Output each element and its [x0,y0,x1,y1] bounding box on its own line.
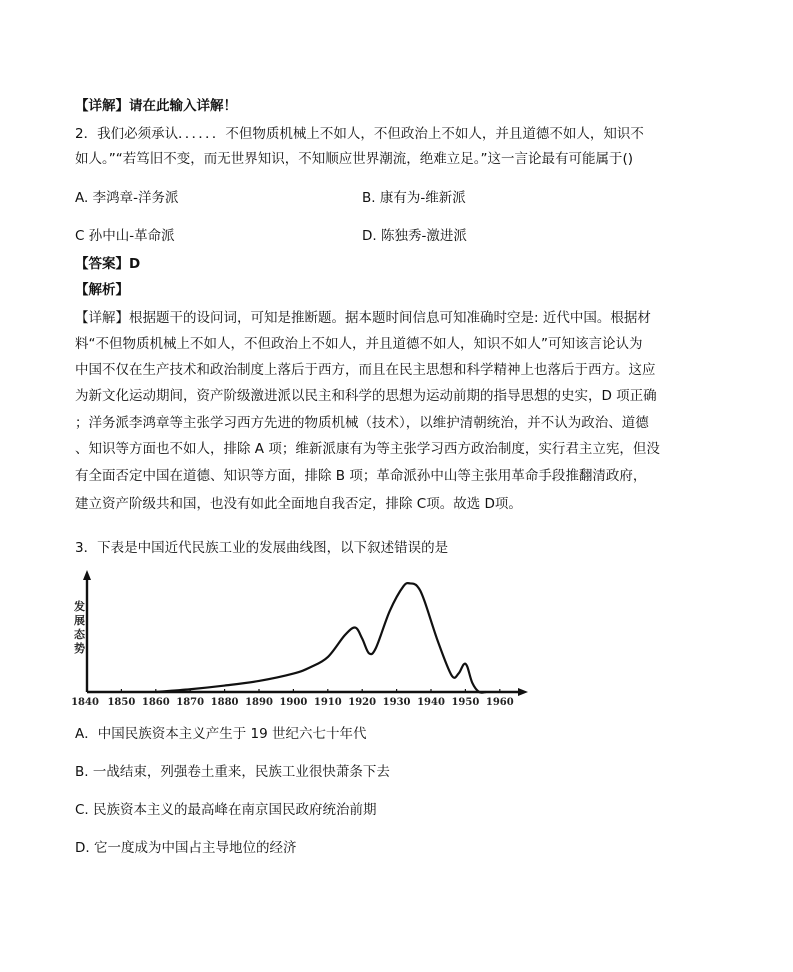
x-tick-label: 1840 [71,697,99,708]
q2-stem-line2: 如人。”“若笃旧不变，而无世界知识，不知顺应世界潮流，绝难立足。”这一言论最有可能属于() [75,151,634,167]
chart-svg [70,566,530,716]
x-tick-label: 1950 [451,697,480,708]
x-tick-label: 1920 [348,697,377,708]
q3-stem: 3．下表是中国近代民族工业的发展曲线图，以下叙述错误的是 [75,540,449,556]
x-tick-label: 1890 [245,697,273,708]
x-tick-label: 1900 [279,697,308,708]
y-axis-label-char: 势 [74,642,85,655]
y-axis-label-char: 态 [74,628,85,641]
development-curve-chart [70,566,530,720]
detail-line: 为新文化运动期间，资产阶级激进派以民主和科学的思想为运动前期的指导思想的史实，D 项正确 [75,388,657,404]
q2-analysis-label: 【解析】 [75,282,129,298]
x-tick-label: 1880 [210,697,239,708]
q2-option-a: A. 李鸿章-洋务派 [75,190,179,206]
x-tick-label: 1960 [485,697,514,708]
q2-option-d: D. 陈独秀-激进派 [362,228,467,244]
x-tick-label: 1940 [417,697,445,708]
detail-line: 建立资产阶级共和国，也没有如此全面地自我否定，排除 C项。故选 D项。 [75,496,522,512]
q3-option-b: B. 一战结束，列强卷土重来，民族工业很快萧条下去 [75,764,390,780]
y-axis-label-char: 展 [74,614,85,627]
q3-option-a: A．中国民族资本主义产生于 19 世纪六七十年代 [75,726,367,742]
y-axis-arrow [83,570,91,580]
y-axis-label-char: 发 [74,600,85,613]
detail-line: 、知识等方面也不如人，排除 A 项；维新派康有为等主张学习西方政治制度，实行君主立宪，但没 [75,441,660,457]
q2-stem-line1: 2．我们必须承认．．．．．．不但物质机械上不如人，不但政治上不如人，并且道德不如人，知识不 [75,126,644,142]
detail-line: 中国不仅在生产技术和政治制度上落后于西方，而且在民主思想和科学精神上也落后于西方。这应 [75,362,656,378]
x-tick-label: 1910 [313,697,342,708]
x-axis-arrow [518,688,528,696]
q3-option-c: C. 民族资本主义的最高峰在南京国民政府统治前期 [75,802,377,818]
detail-line: 【详解】根据题干的设问词，可知是推断题。据本题时间信息可知准确时空是: 近代中国。根据材 [75,310,651,326]
detail-line: 有全面否定中国在道德、知识等方面，排除 B 项；革命派孙中山等主张用革命手段推翻清政府， [75,468,647,484]
x-tick-label: 1870 [176,697,205,708]
q2-option-c: C 孙中山-革命派 [75,228,175,244]
q2-answer: 【答案】D [75,256,141,272]
x-tick-label: 1860 [141,697,170,708]
series-line [156,583,486,693]
x-tick-label: 1850 [107,697,136,708]
prev-detail: 【详解】请在此输入详解！ [75,98,237,114]
q2-option-b: B. 康有为-维新派 [362,190,466,206]
q3-option-d: D. 它一度成为中国占主导地位的经济 [75,840,297,856]
detail-line: ；洋务派李鸿章等主张学习西方先进的物质机械（技术），以维护清朝统治，并不认为政治、道德 [75,415,649,431]
detail-line: 料“不但物质机械上不如人，不但政治上不如人，并且道德不如人，知识不如人”可知该言论认为 [75,336,643,352]
x-tick-label: 1930 [382,697,411,708]
